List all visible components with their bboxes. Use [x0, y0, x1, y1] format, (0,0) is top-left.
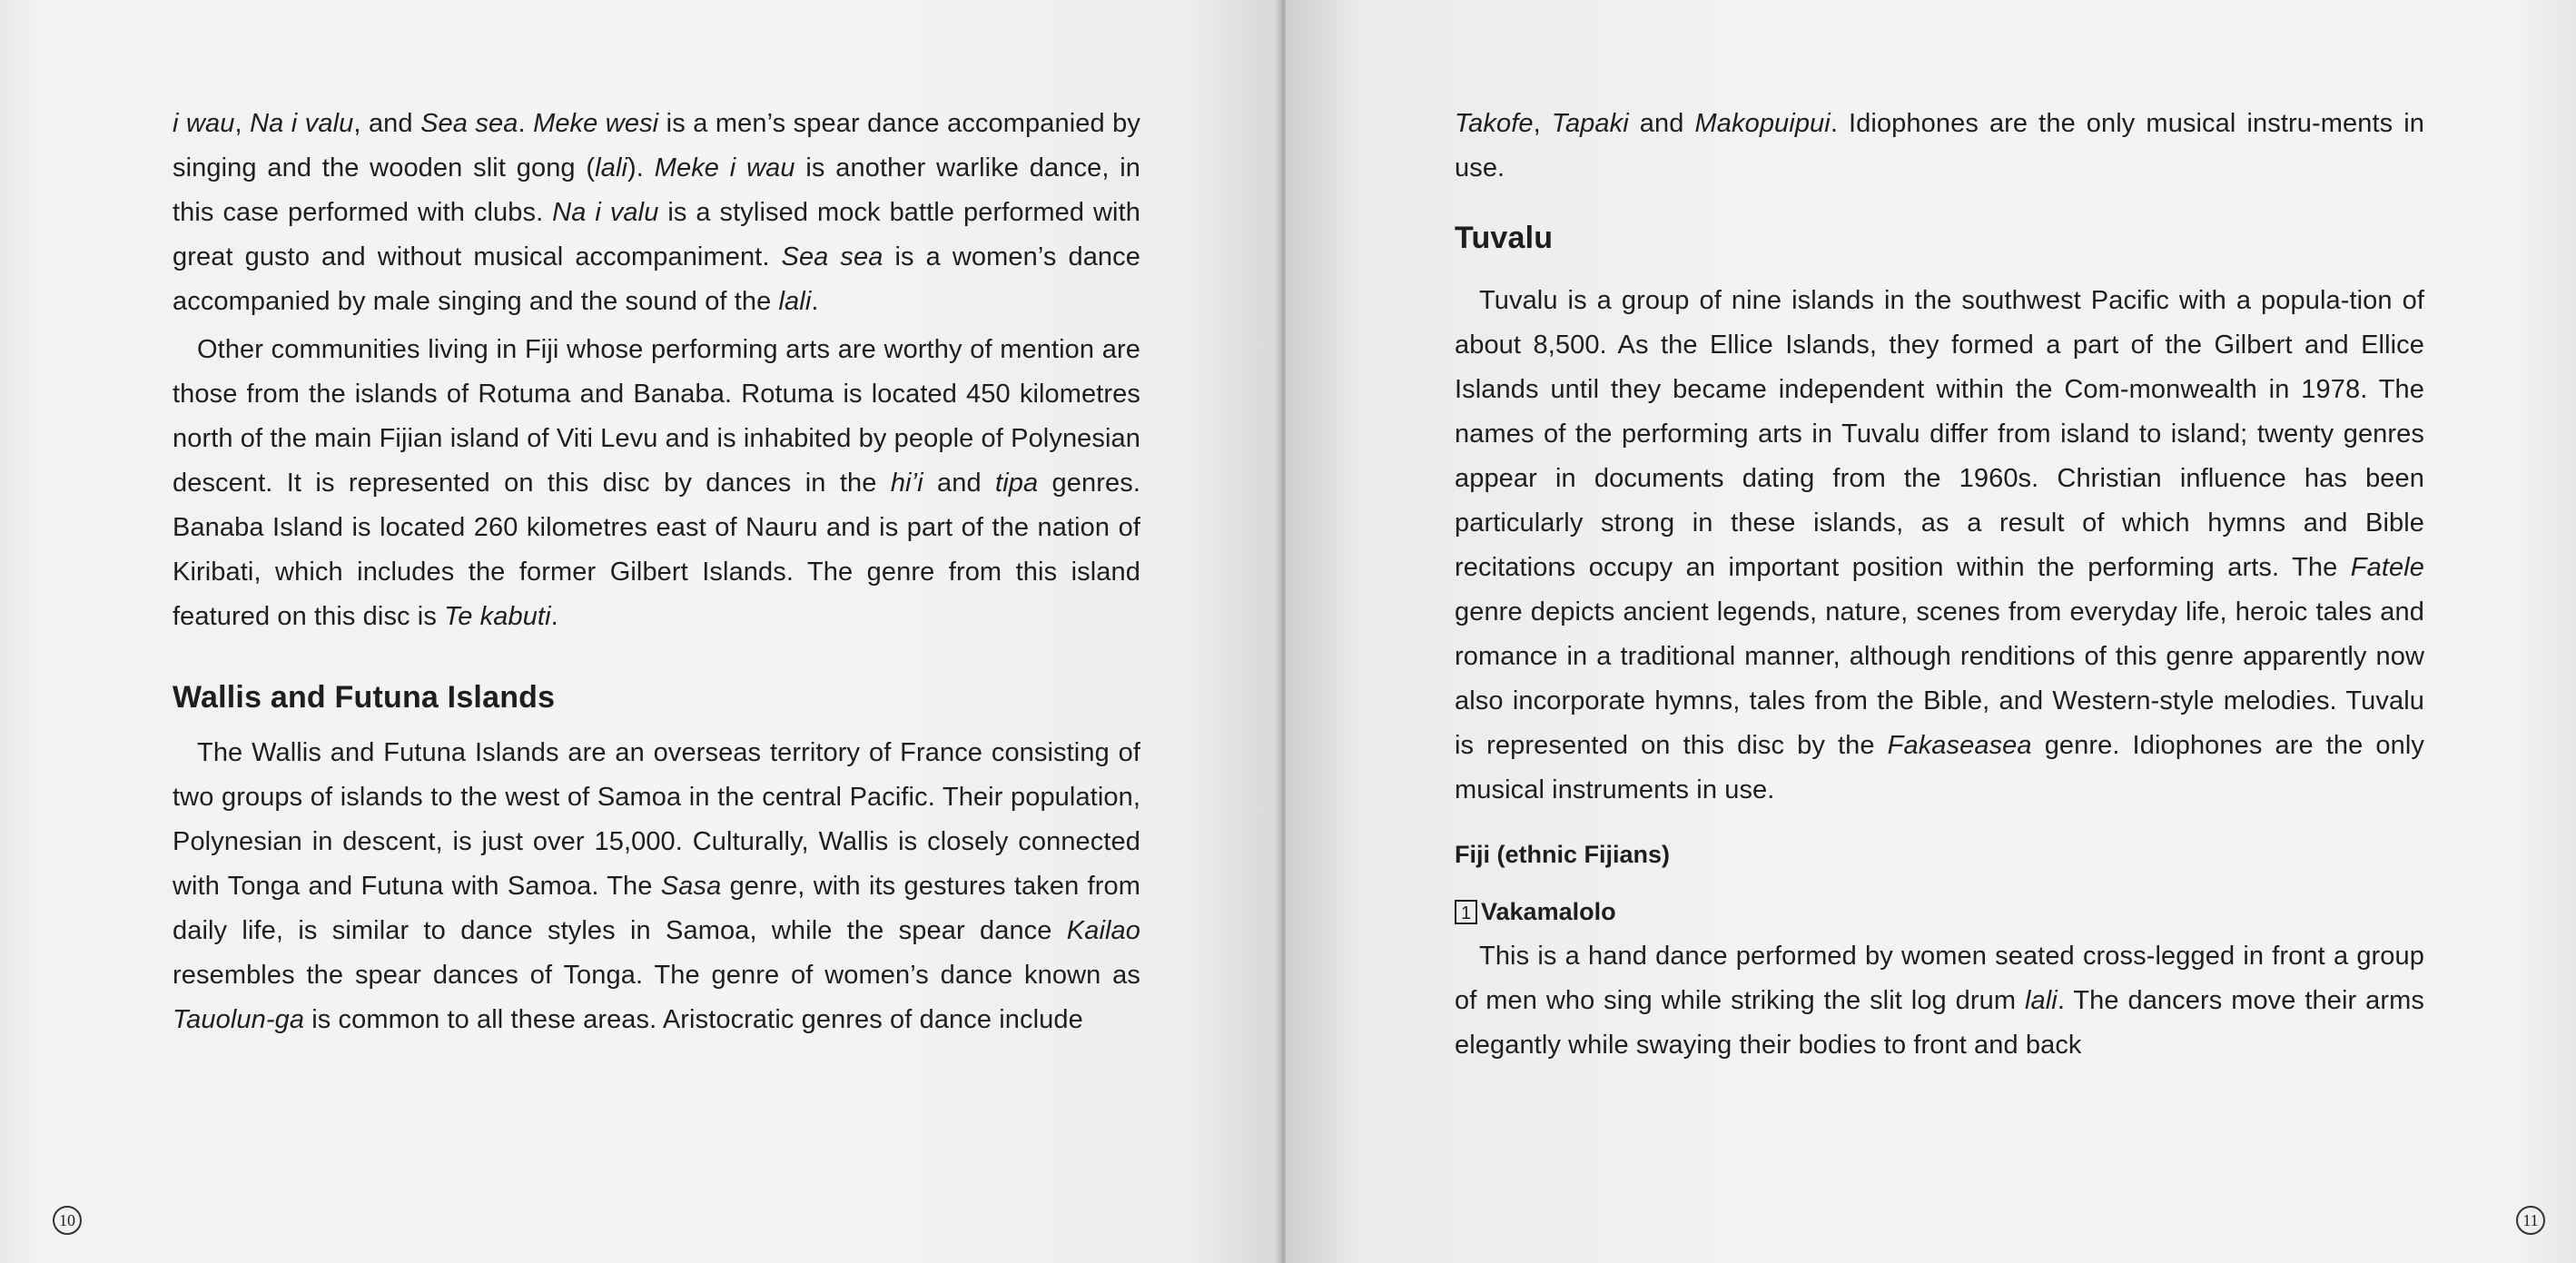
text-run: Other communities living in Fiji whose performing arts are worthy of mention are those from the islands of Rotuma and Banaba. Rotuma is located 450 kilometres north of the main Fijian island of Viti Levu and is inhabited by people of Polynesian descent. It is represented on this disc by dances in the — [173, 335, 1140, 498]
track-title: Vakamalolo — [1481, 898, 1616, 925]
italic-term: Sea sea — [781, 242, 883, 271]
italic-term: Na i valu — [250, 109, 354, 138]
text-run: and — [923, 469, 996, 498]
text-run: , — [1533, 109, 1552, 138]
italic-term: lali — [595, 153, 628, 183]
left-page — [0, 0, 1280, 1263]
italic-term: Meke wesi — [533, 109, 659, 138]
text-run: Tuvalu is a group of nine islands in the southwest Pacific with a popula-tion of about 8,500. As the Ellice Islands, they formed a part of the Gilbert and Ellice Islands until they became independent within the Com-monwealth in 1978. The names of the performing arts in Tuvalu differ from island to island; twenty genres appear in documents dating from the 1960s. Christian influence has been particularly strong in these islands, as a result of which hymns and Bible recitations occupy an important position within the performing arts. The — [1455, 286, 2424, 582]
paragraph-vakamalolo — [1455, 934, 2424, 1068]
italic-term: Tapaki — [1551, 109, 1629, 138]
track-number-box: 1 — [1455, 900, 1477, 924]
right-text-column — [1455, 102, 2424, 1068]
page-number-right: 11 — [2516, 1206, 2545, 1235]
italic-term: Tauolun-ga — [173, 1005, 305, 1034]
italic-term: Te kabuti — [444, 602, 551, 631]
text-run: ). — [627, 153, 655, 183]
italic-term: hi’i — [890, 469, 923, 498]
text-run: is a men’s spear dance accompanied by singing and the wooden slit gong ( — [173, 109, 1140, 183]
italic-term: i wau — [173, 109, 235, 138]
paragraph-tuvalu — [1455, 279, 2424, 813]
heading-fiji-ethnic: Fiji (ethnic Fijians) — [1455, 841, 1671, 868]
text-run: The Wallis and Futuna Islands are an overseas territory of France consisting of two groups of islands to the west of Samoa in the central Pacific. Their population, Polynesian in descent, is just over 15,000. Culturally, Wallis is closely connected with Tonga and Futuna with Samoa. The — [173, 738, 1140, 901]
italic-term: lali — [778, 287, 812, 316]
paragraph-wallis-futuna — [173, 731, 1140, 1042]
italic-term: Takofe — [1455, 109, 1534, 138]
page-number-left: 10 — [53, 1206, 82, 1235]
text-run: resembles the spear dances of Tonga. The genre of women’s dance known as — [173, 961, 1140, 990]
text-run: . The dancers move their arms elegantly while swaying their bodies to front and back — [1455, 986, 2424, 1060]
italic-term: Makopuipui — [1694, 109, 1831, 138]
text-run: genre depicts ancient legends, nature, scenes from everyday life, heroic tales and romance in a traditional manner, although renditions of this genre apparently now also incorporate hymns, tales from the Bible, and Western-style melodies. Tuvalu is represented on this disc by the — [1455, 597, 2424, 760]
text-run: genre, with its gestures taken from daily life, is similar to dance styles in Samoa, while the spear dance — [173, 872, 1140, 945]
text-run: , and — [353, 109, 421, 138]
italic-term: Sasa — [660, 872, 722, 901]
left-text-column — [173, 102, 1140, 1042]
text-run: genre. Idiophones are the only musical instruments in use. — [1455, 731, 2424, 804]
italic-term: Fatele — [2350, 553, 2424, 582]
italic-term: lali — [2024, 986, 2058, 1015]
italic-term: Fakaseasea — [1887, 731, 2032, 760]
text-run: genres. Banaba Island is located 260 kilometres east of Nauru and is part of the nation of Kiribati, which includes the former Gilbert Islands. The genre from this island featured on this disc is — [173, 469, 1140, 631]
track-title-row — [1455, 890, 2424, 934]
text-run: is another warlike dance, in this case performed with clubs. — [173, 153, 1141, 227]
paragraph-rotuma-banaba — [173, 328, 1140, 639]
italic-term: Kailao — [1066, 916, 1140, 945]
text-run: and — [1628, 109, 1695, 138]
heading-wallis-futuna: Wallis and Futuna Islands — [173, 680, 556, 715]
paragraph-idiophones — [1455, 102, 2424, 191]
text-run: . — [550, 602, 558, 631]
text-run: , — [234, 109, 251, 138]
text-run: . Idiophones are the only musical instru-ments in use. — [1455, 109, 2424, 183]
heading-tuvalu: Tuvalu — [1455, 221, 1554, 255]
italic-term: tipa — [995, 469, 1039, 498]
text-run: is common to all these areas. Aristocratic genres of dance include — [304, 1005, 1083, 1034]
italic-term: Na i valu — [552, 198, 659, 227]
text-run: . — [518, 109, 534, 138]
text-run: is a stylised mock battle performed with great gusto and without musical accompaniment. — [173, 198, 1140, 271]
text-run: This is a hand dance performed by women seated cross-legged in front a group of men who sing while striking the slit log drum — [1455, 942, 2424, 1015]
text-run: is a women’s dance accompanied by male singing and the sound of the — [173, 242, 1140, 316]
text-run: . — [811, 287, 819, 316]
italic-term: Meke i wau — [654, 153, 795, 183]
italic-term: Sea sea — [420, 109, 518, 138]
paragraph-fiji-dances — [173, 102, 1140, 324]
